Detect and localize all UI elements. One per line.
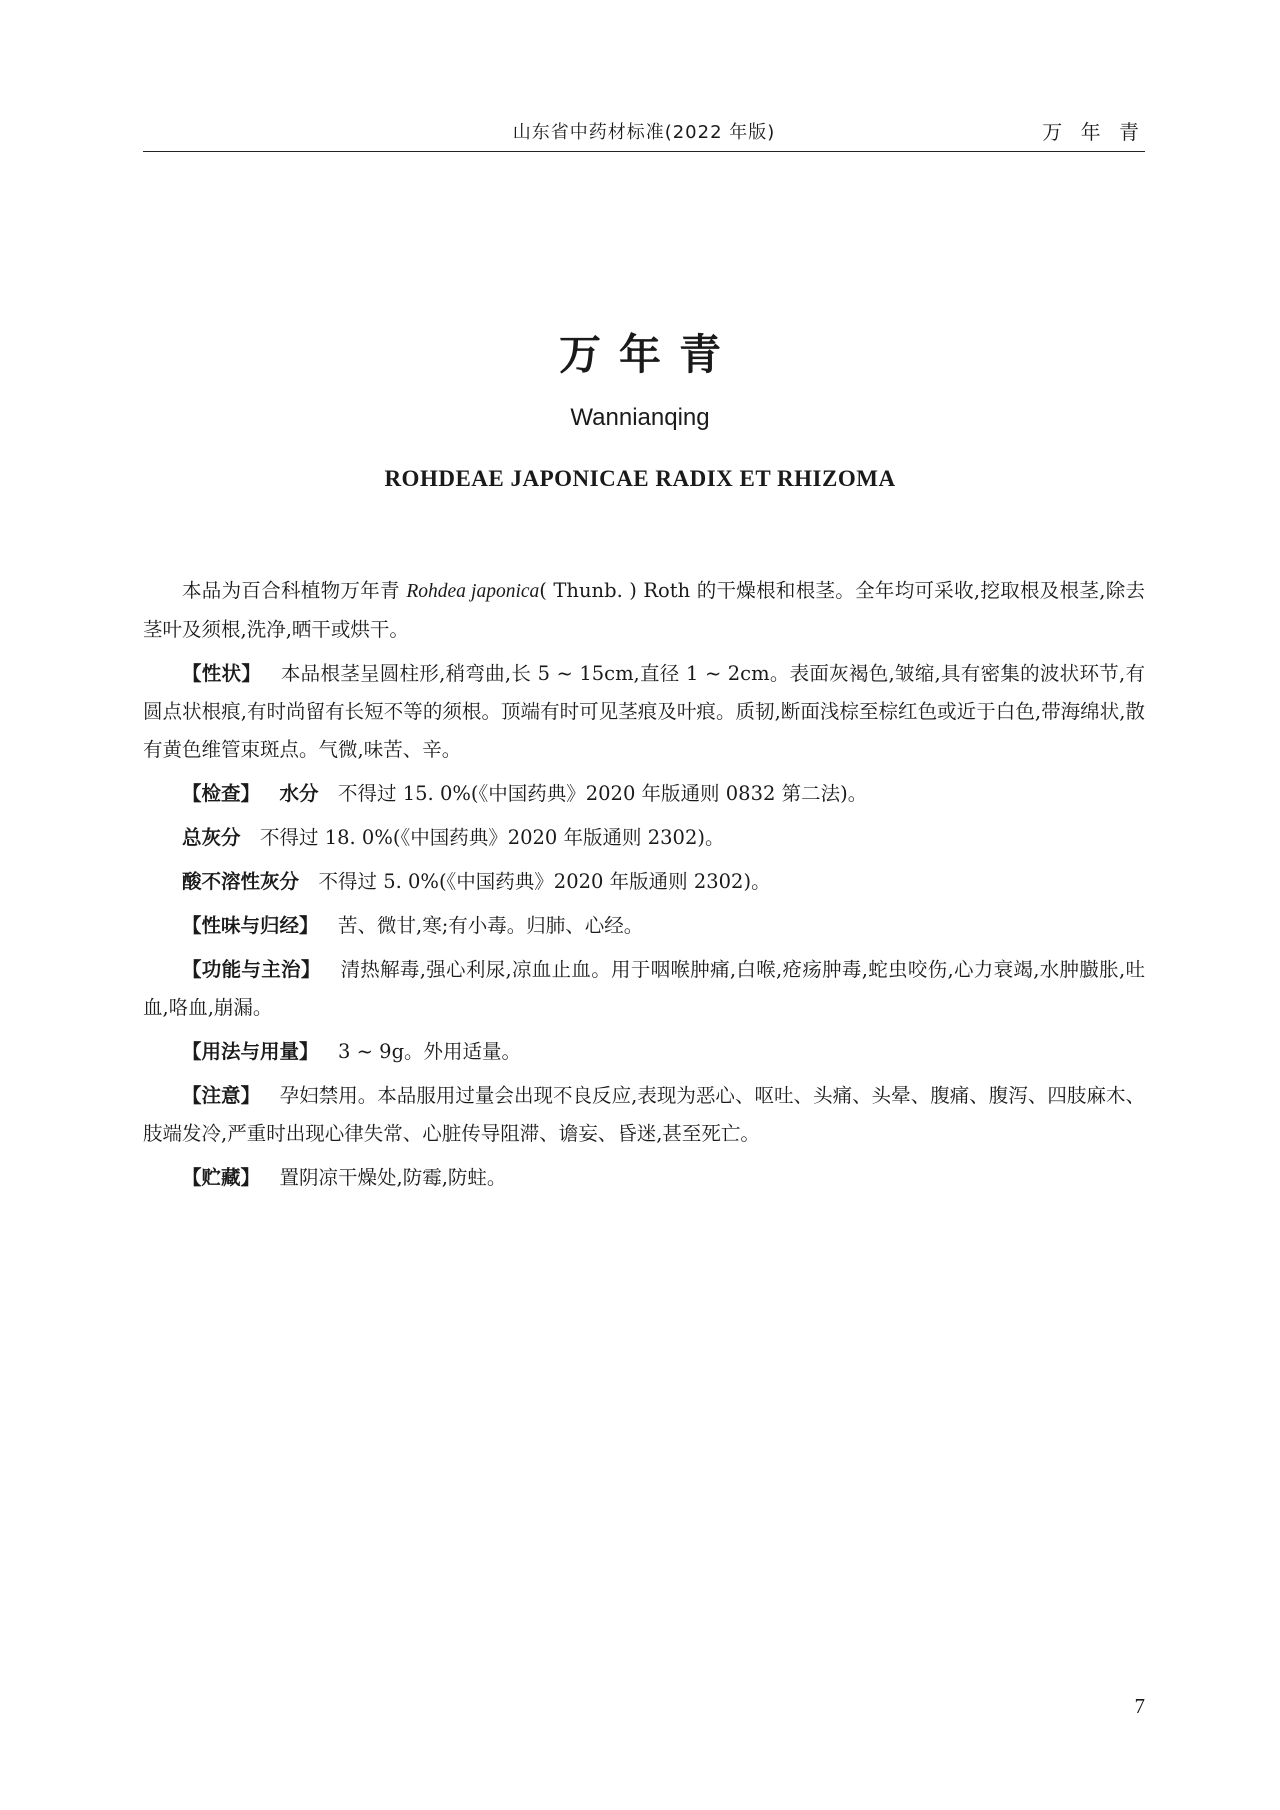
- section-text-storage: 置阴凉干燥处,防霉,防蛀。: [279, 1166, 507, 1189]
- section-label-inspection: 【检查】: [182, 782, 261, 805]
- section-label-character: 【性状】: [182, 662, 262, 685]
- section-text-usage: 3 ~ 9g。外用适量。: [338, 1040, 522, 1063]
- section-usage: [143, 1033, 1145, 1071]
- intro-paragraph: [143, 572, 1145, 649]
- sub-text-acid-ash: 不得过 5. 0%(《中国药典》2020 年版通则 2302)。: [318, 870, 771, 893]
- entry-name: 万 年 青: [1042, 120, 1145, 144]
- subsection-acid-ash: [143, 863, 1145, 901]
- book-title: 山东省中药材标准(2022 年版): [512, 122, 776, 143]
- section-text-property: 苦、微甘,寒;有小毒。归肺、心经。: [338, 914, 644, 937]
- sub-text-water: 不得过 15. 0%(《中国药典》2020 年版通则 0832 第二法)。: [338, 782, 868, 805]
- section-text-character: 本品根茎呈圆柱形,稍弯曲,长 5 ~ 15cm,直径 1 ~ 2cm。表面灰褐色,皱缩,具有密集的波状环节,有圆点状根痕,有时尚留有长短不等的须根。顶端有时可见茎痕及叶痕。质韧,断面浅棕至棕红色或近于白色,带海绵状,散有黄色维管束斑点。气微,味苦、辛。: [143, 662, 1145, 761]
- section-label-storage: 【贮藏】: [182, 1166, 261, 1189]
- section-label-usage: 【用法与用量】: [182, 1040, 319, 1063]
- section-label-property: 【性味与归经】: [182, 914, 319, 937]
- monograph-body: [143, 572, 1145, 1203]
- sub-label-water: 水分: [279, 782, 319, 805]
- section-label-function: 【功能与主治】: [182, 958, 321, 981]
- title-latin: ROHDEAE JAPONICAE RADIX ET RHIZOMA: [384, 466, 896, 491]
- section-label-caution: 【注意】: [182, 1084, 261, 1107]
- title-chinese: 万年青: [558, 330, 739, 379]
- intro-text-a: 本品为百合科植物万年青: [182, 579, 407, 602]
- header-rule: [143, 151, 1145, 152]
- title-pinyin: Wannianqing: [570, 404, 710, 431]
- section-inspection: [143, 775, 1145, 813]
- section-function: [143, 951, 1145, 1027]
- section-character: [143, 655, 1145, 769]
- latin-binomial: Rohdea japonica: [406, 581, 540, 602]
- sub-label-total-ash: 总灰分: [182, 826, 241, 849]
- subsection-total-ash: [143, 819, 1145, 857]
- section-caution: [143, 1077, 1145, 1153]
- section-text-function: 清热解毒,强心利尿,凉血止血。用于咽喉肿痛,白喉,疮疡肿毒,蛇虫咬伤,心力衰竭,水肿臌胀,吐血,咯血,崩漏。: [143, 958, 1145, 1019]
- section-text-caution: 孕妇禁用。本品服用过量会出现不良反应,表现为恶心、呕吐、头痛、头晕、腹痛、腹泻、四肢麻木、肢端发冷,严重时出现心律失常、心脏传导阻滞、谵妄、昏迷,甚至死亡。: [143, 1084, 1145, 1145]
- page-number: 7: [1134, 1694, 1145, 1718]
- sub-text-total-ash: 不得过 18. 0%(《中国药典》2020 年版通则 2302)。: [260, 826, 725, 849]
- running-header: [143, 112, 1145, 148]
- sub-label-acid-ash: 酸不溶性灰分: [182, 870, 300, 893]
- section-storage: [143, 1159, 1145, 1197]
- intro-text-b: ( Thunb. ) Roth 的干燥根和根茎。全年均可采收,挖取根及根茎,除去茎叶及须根,洗净,晒干或烘干。: [143, 579, 1145, 641]
- section-property: [143, 907, 1145, 945]
